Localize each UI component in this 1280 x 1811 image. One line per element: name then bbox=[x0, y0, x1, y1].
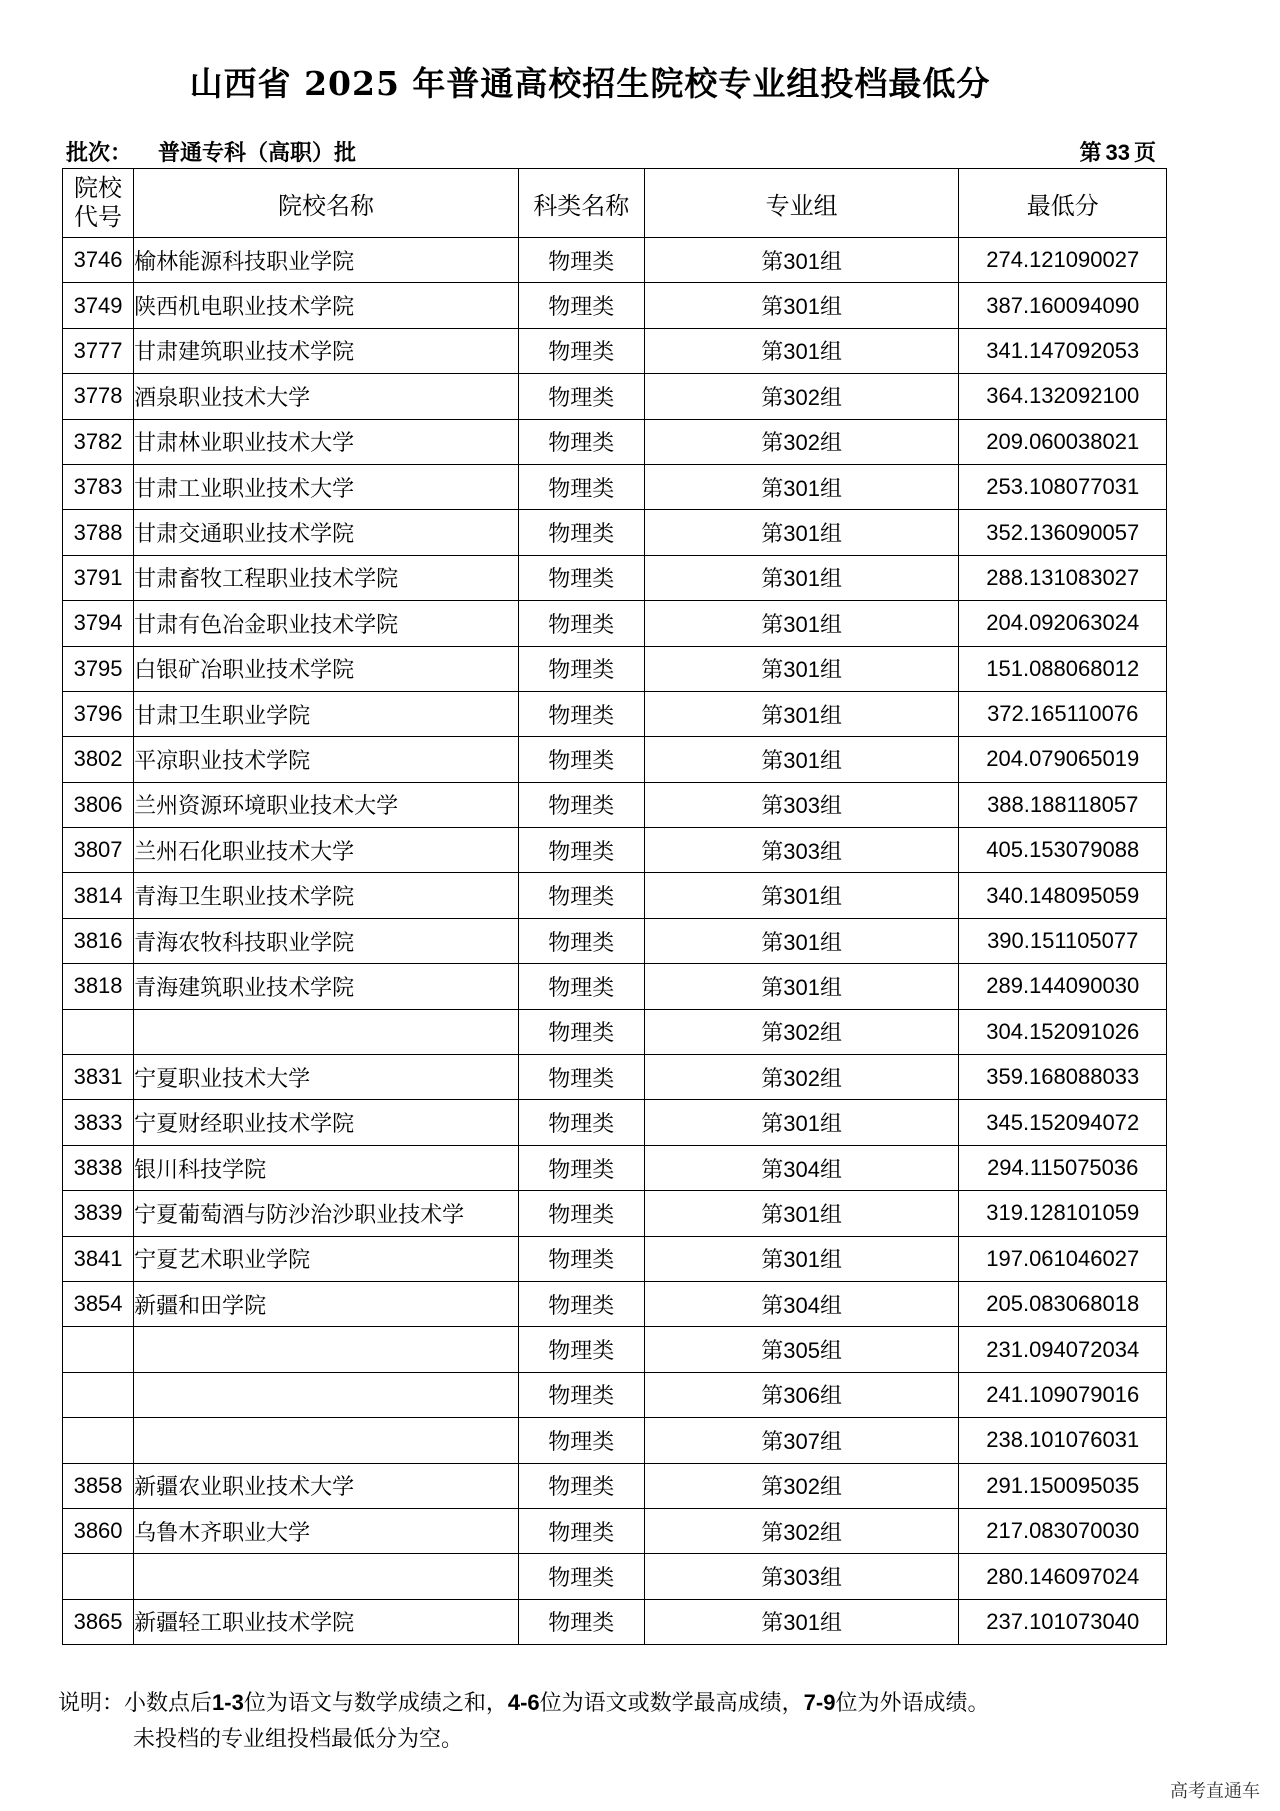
cell-code: 3816 bbox=[63, 918, 134, 963]
cell-score: 388.188118057 bbox=[959, 782, 1167, 827]
cell-group: 第301组 bbox=[644, 510, 959, 555]
cell-group: 第301组 bbox=[644, 283, 959, 328]
cell-code: 3854 bbox=[63, 1281, 134, 1326]
cell-subject: 物理类 bbox=[518, 828, 644, 873]
header-score: 最低分 bbox=[959, 169, 1167, 238]
cell-subject: 物理类 bbox=[518, 419, 644, 464]
cell-code: 3807 bbox=[63, 828, 134, 873]
cell-subject: 物理类 bbox=[518, 1418, 644, 1463]
cell-group: 第305组 bbox=[644, 1327, 959, 1372]
table-row bbox=[63, 1191, 1167, 1236]
cell-subject: 物理类 bbox=[518, 464, 644, 509]
cell-name: 甘肃交通职业技术学院 bbox=[134, 510, 519, 555]
cell-code: 3796 bbox=[63, 691, 134, 736]
table-row bbox=[63, 782, 1167, 827]
cell-subject: 物理类 bbox=[518, 1009, 644, 1054]
table-row bbox=[63, 601, 1167, 646]
cell-code: 3839 bbox=[63, 1191, 134, 1236]
table-row bbox=[63, 283, 1167, 328]
cell-group: 第303组 bbox=[644, 1554, 959, 1599]
cell-code: 3818 bbox=[63, 964, 134, 1009]
score-table bbox=[62, 168, 1167, 1645]
cell-score: 405.153079088 bbox=[959, 828, 1167, 873]
cell-name: 甘肃工业职业技术大学 bbox=[134, 464, 519, 509]
cell-group: 第302组 bbox=[644, 419, 959, 464]
cell-code bbox=[63, 1327, 134, 1372]
cell-score: 289.144090030 bbox=[959, 964, 1167, 1009]
cell-subject: 物理类 bbox=[518, 1327, 644, 1372]
cell-code: 3791 bbox=[63, 555, 134, 600]
cell-score: 319.128101059 bbox=[959, 1191, 1167, 1236]
page-num: 33 bbox=[1105, 140, 1130, 165]
cell-code: 3838 bbox=[63, 1145, 134, 1190]
cell-subject: 物理类 bbox=[518, 601, 644, 646]
cell-code: 3778 bbox=[63, 374, 134, 419]
cell-group: 第303组 bbox=[644, 782, 959, 827]
cell-code: 3860 bbox=[63, 1508, 134, 1553]
cell-subject: 物理类 bbox=[518, 1463, 644, 1508]
table-row bbox=[63, 918, 1167, 963]
cell-name bbox=[134, 1327, 519, 1372]
cell-code: 3788 bbox=[63, 510, 134, 555]
cell-group: 第301组 bbox=[644, 555, 959, 600]
cell-code: 3777 bbox=[63, 328, 134, 373]
table-row bbox=[63, 828, 1167, 873]
cell-code bbox=[63, 1554, 134, 1599]
cell-score: 238.101076031 bbox=[959, 1418, 1167, 1463]
cell-group: 第301组 bbox=[644, 464, 959, 509]
cell-subject: 物理类 bbox=[518, 782, 644, 827]
cell-subject: 物理类 bbox=[518, 873, 644, 918]
cell-name: 银川科技学院 bbox=[134, 1145, 519, 1190]
cell-score: 352.136090057 bbox=[959, 510, 1167, 555]
cell-name: 平凉职业技术学院 bbox=[134, 737, 519, 782]
table-row bbox=[63, 1100, 1167, 1145]
table-row bbox=[63, 1599, 1167, 1644]
cell-score: 204.092063024 bbox=[959, 601, 1167, 646]
cell-subject: 物理类 bbox=[518, 283, 644, 328]
cell-subject: 物理类 bbox=[518, 1236, 644, 1281]
cell-score: 291.150095035 bbox=[959, 1463, 1167, 1508]
cell-name: 新疆农业职业技术大学 bbox=[134, 1463, 519, 1508]
cell-subject: 物理类 bbox=[518, 646, 644, 691]
cell-score: 209.060038021 bbox=[959, 419, 1167, 464]
cell-subject: 物理类 bbox=[518, 918, 644, 963]
cell-score: 280.146097024 bbox=[959, 1554, 1167, 1599]
cell-score: 387.160094090 bbox=[959, 283, 1167, 328]
table-row bbox=[63, 555, 1167, 600]
cell-group: 第301组 bbox=[644, 601, 959, 646]
cell-score: 253.108077031 bbox=[959, 464, 1167, 509]
table-row bbox=[63, 737, 1167, 782]
table-row bbox=[63, 419, 1167, 464]
cell-score: 359.168088033 bbox=[959, 1055, 1167, 1100]
cell-code: 3806 bbox=[63, 782, 134, 827]
table-row bbox=[63, 1372, 1167, 1417]
cell-subject: 物理类 bbox=[518, 1100, 644, 1145]
cell-name bbox=[134, 1372, 519, 1417]
cell-name: 兰州石化职业技术大学 bbox=[134, 828, 519, 873]
table-row bbox=[63, 646, 1167, 691]
cell-name: 宁夏财经职业技术学院 bbox=[134, 1100, 519, 1145]
cell-group: 第301组 bbox=[644, 1191, 959, 1236]
table-row bbox=[63, 464, 1167, 509]
cell-name: 甘肃有色冶金职业技术学院 bbox=[134, 601, 519, 646]
cell-code: 3749 bbox=[63, 283, 134, 328]
cell-subject: 物理类 bbox=[518, 1554, 644, 1599]
cell-subject: 物理类 bbox=[518, 964, 644, 1009]
cell-group: 第301组 bbox=[644, 873, 959, 918]
table-row bbox=[63, 1554, 1167, 1599]
cell-name: 甘肃林业职业技术大学 bbox=[134, 419, 519, 464]
cell-name: 榆林能源科技职业学院 bbox=[134, 238, 519, 283]
cell-group: 第306组 bbox=[644, 1372, 959, 1417]
cell-code bbox=[63, 1009, 134, 1054]
header-code: 院校 代号 bbox=[63, 169, 134, 238]
cell-subject: 物理类 bbox=[518, 691, 644, 736]
page-title: 山西省 2025 年普通高校招生院校专业组投档最低分 bbox=[189, 64, 991, 103]
page-suffix: 页 bbox=[1133, 140, 1156, 166]
cell-subject: 物理类 bbox=[518, 328, 644, 373]
cell-code: 3782 bbox=[63, 419, 134, 464]
cell-name: 白银矿冶职业技术学院 bbox=[134, 646, 519, 691]
table-row bbox=[63, 1327, 1167, 1372]
cell-score: 304.152091026 bbox=[959, 1009, 1167, 1054]
cell-name bbox=[134, 1009, 519, 1054]
cell-name: 甘肃畜牧工程职业技术学院 bbox=[134, 555, 519, 600]
cell-subject: 物理类 bbox=[518, 1599, 644, 1644]
batch-label: 批次： bbox=[66, 140, 133, 166]
cell-score: 372.165110076 bbox=[959, 691, 1167, 736]
table-row bbox=[63, 1281, 1167, 1326]
table-row bbox=[63, 1508, 1167, 1553]
table-row bbox=[63, 1009, 1167, 1054]
cell-code: 3746 bbox=[63, 238, 134, 283]
cell-score: 151.088068012 bbox=[959, 646, 1167, 691]
cell-subject: 物理类 bbox=[518, 1508, 644, 1553]
cell-group: 第301组 bbox=[644, 737, 959, 782]
batch-line bbox=[66, 136, 356, 167]
table-row bbox=[63, 1418, 1167, 1463]
cell-score: 390.151105077 bbox=[959, 918, 1167, 963]
cell-score: 340.148095059 bbox=[959, 873, 1167, 918]
cell-score: 341.147092053 bbox=[959, 328, 1167, 373]
cell-subject: 物理类 bbox=[518, 1145, 644, 1190]
cell-group: 第302组 bbox=[644, 1508, 959, 1553]
cell-group: 第301组 bbox=[644, 1236, 959, 1281]
cell-score: 288.131083027 bbox=[959, 555, 1167, 600]
cell-code: 3831 bbox=[63, 1055, 134, 1100]
table-row bbox=[63, 238, 1167, 283]
cell-score: 197.061046027 bbox=[959, 1236, 1167, 1281]
cell-code: 3833 bbox=[63, 1100, 134, 1145]
cell-code: 3783 bbox=[63, 464, 134, 509]
cell-group: 第301组 bbox=[644, 328, 959, 373]
cell-subject: 物理类 bbox=[518, 510, 644, 555]
batch-value: 普通专科（高职）批 bbox=[158, 140, 357, 166]
cell-code: 3802 bbox=[63, 737, 134, 782]
cell-group: 第304组 bbox=[644, 1145, 959, 1190]
table-row bbox=[63, 1463, 1167, 1508]
cell-name: 宁夏职业技术大学 bbox=[134, 1055, 519, 1100]
table-row bbox=[63, 691, 1167, 736]
cell-name: 陕西机电职业技术学院 bbox=[134, 283, 519, 328]
table-row bbox=[63, 873, 1167, 918]
table-row bbox=[63, 328, 1167, 373]
cell-group: 第302组 bbox=[644, 374, 959, 419]
cell-group: 第302组 bbox=[644, 1463, 959, 1508]
footnote bbox=[58, 1685, 989, 1758]
cell-code: 3795 bbox=[63, 646, 134, 691]
table-row bbox=[63, 510, 1167, 555]
cell-score: 237.101073040 bbox=[959, 1599, 1167, 1644]
cell-code: 3794 bbox=[63, 601, 134, 646]
cell-group: 第301组 bbox=[644, 691, 959, 736]
cell-code: 3814 bbox=[63, 873, 134, 918]
cell-name: 青海卫生职业技术学院 bbox=[134, 873, 519, 918]
cell-score: 231.094072034 bbox=[959, 1327, 1167, 1372]
cell-group: 第301组 bbox=[644, 964, 959, 1009]
cell-group: 第301组 bbox=[644, 646, 959, 691]
cell-subject: 物理类 bbox=[518, 1191, 644, 1236]
cell-score: 217.083070030 bbox=[959, 1508, 1167, 1553]
table-header-row bbox=[63, 169, 1167, 238]
cell-group: 第302组 bbox=[644, 1055, 959, 1100]
cell-name: 乌鲁木齐职业大学 bbox=[134, 1508, 519, 1553]
watermark: 高考直通车 bbox=[1170, 1781, 1260, 1802]
cell-code bbox=[63, 1418, 134, 1463]
cell-name: 宁夏葡萄酒与防沙治沙职业技术学 bbox=[134, 1191, 519, 1236]
cell-group: 第301组 bbox=[644, 918, 959, 963]
table-row bbox=[63, 374, 1167, 419]
table-row bbox=[63, 1145, 1167, 1190]
cell-group: 第301组 bbox=[644, 1100, 959, 1145]
cell-code: 3858 bbox=[63, 1463, 134, 1508]
cell-name: 新疆和田学院 bbox=[134, 1281, 519, 1326]
cell-group: 第302组 bbox=[644, 1009, 959, 1054]
cell-name: 宁夏艺术职业学院 bbox=[134, 1236, 519, 1281]
cell-code bbox=[63, 1372, 134, 1417]
cell-subject: 物理类 bbox=[518, 555, 644, 600]
cell-code: 3841 bbox=[63, 1236, 134, 1281]
table-row bbox=[63, 964, 1167, 1009]
footnote-line-2: 未投档的专业组投档最低分为空。 bbox=[133, 1727, 464, 1752]
table-row bbox=[63, 1055, 1167, 1100]
cell-score: 345.152094072 bbox=[959, 1100, 1167, 1145]
cell-subject: 物理类 bbox=[518, 374, 644, 419]
page-prefix: 第 bbox=[1079, 140, 1102, 166]
cell-subject: 物理类 bbox=[518, 1372, 644, 1417]
page-number bbox=[1079, 136, 1156, 167]
table-row bbox=[63, 1236, 1167, 1281]
cell-name bbox=[134, 1418, 519, 1463]
cell-score: 204.079065019 bbox=[959, 737, 1167, 782]
cell-name bbox=[134, 1554, 519, 1599]
cell-subject: 物理类 bbox=[518, 238, 644, 283]
cell-score: 205.083068018 bbox=[959, 1281, 1167, 1326]
cell-name: 青海建筑职业技术学院 bbox=[134, 964, 519, 1009]
cell-name: 甘肃建筑职业技术学院 bbox=[134, 328, 519, 373]
cell-score: 241.109079016 bbox=[959, 1372, 1167, 1417]
cell-group: 第301组 bbox=[644, 238, 959, 283]
cell-group: 第301组 bbox=[644, 1599, 959, 1644]
header-group: 专业组 bbox=[644, 169, 959, 238]
cell-group: 第304组 bbox=[644, 1281, 959, 1326]
cell-group: 第303组 bbox=[644, 828, 959, 873]
cell-subject: 物理类 bbox=[518, 1281, 644, 1326]
cell-subject: 物理类 bbox=[518, 737, 644, 782]
cell-score: 364.132092100 bbox=[959, 374, 1167, 419]
header-name: 院校名称 bbox=[134, 169, 519, 238]
cell-name: 青海农牧科技职业学院 bbox=[134, 918, 519, 963]
cell-score: 294.115075036 bbox=[959, 1145, 1167, 1190]
cell-subject: 物理类 bbox=[518, 1055, 644, 1100]
footnote-line-1: 说明：小数点后1-3位为语文与数学成绩之和，4-6位为语文或数学最高成绩，7-9位为外语成绩。 bbox=[58, 1690, 990, 1716]
cell-group: 第307组 bbox=[644, 1418, 959, 1463]
cell-name: 新疆轻工职业技术学院 bbox=[134, 1599, 519, 1644]
cell-name: 甘肃卫生职业学院 bbox=[134, 691, 519, 736]
cell-score: 274.121090027 bbox=[959, 238, 1167, 283]
cell-name: 兰州资源环境职业技术大学 bbox=[134, 782, 519, 827]
cell-code: 3865 bbox=[63, 1599, 134, 1644]
header-subject: 科类名称 bbox=[518, 169, 644, 238]
cell-name: 酒泉职业技术大学 bbox=[134, 374, 519, 419]
